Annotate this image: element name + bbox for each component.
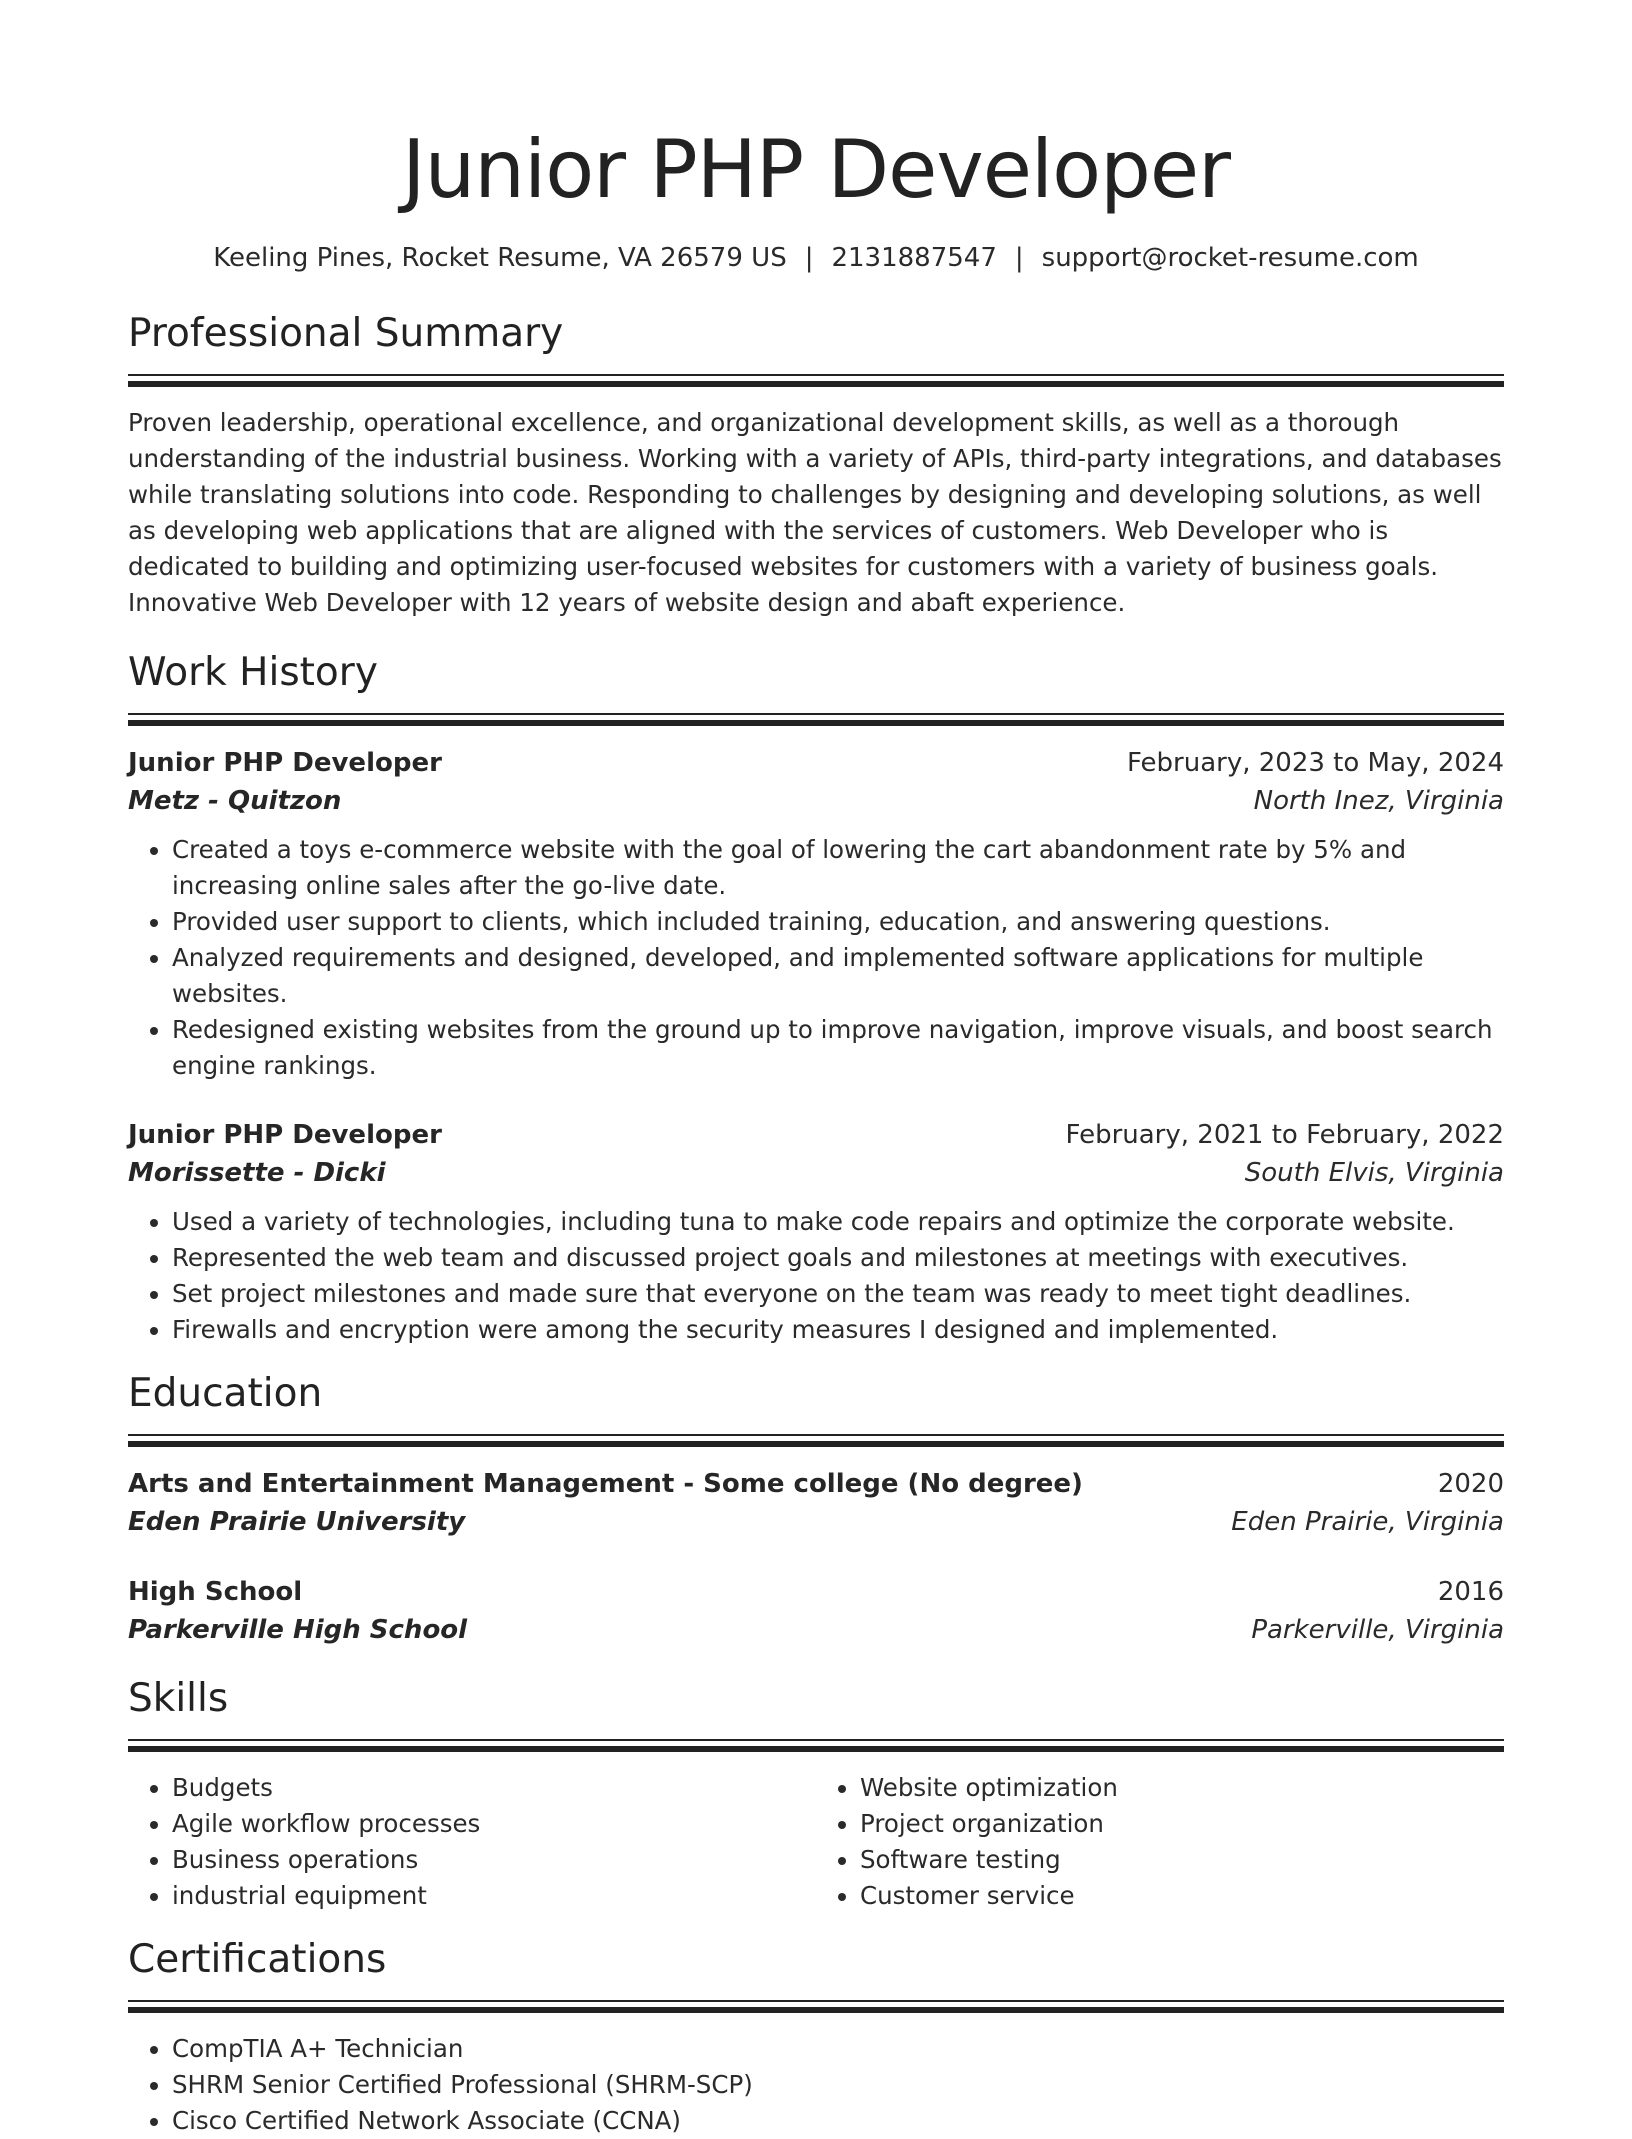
skill-item: • Agile workflow processes bbox=[172, 1806, 816, 1842]
list-item: • Used a variety of technologies, including tuna to make code repairs and optimize the corporate website. bbox=[172, 1204, 1504, 1240]
section-divider bbox=[128, 2000, 1504, 2013]
job-company: Metz - Quitzon bbox=[128, 786, 342, 816]
list-item: • Redesigned existing websites from the ground up to improve navigation, improve visuals, and boost search engine rankings. bbox=[172, 1012, 1504, 1084]
work-history-section bbox=[128, 647, 1504, 1348]
contact-phone: 2131887547 bbox=[831, 243, 997, 273]
section-divider bbox=[128, 1739, 1504, 1752]
section-heading-summary: Professional Summary bbox=[128, 311, 564, 356]
section-divider bbox=[128, 374, 1504, 387]
skills-section bbox=[128, 1673, 1504, 1914]
section-heading-skills: Skills bbox=[128, 1676, 229, 1721]
job-title: Junior PHP Developer bbox=[128, 1120, 442, 1150]
skills-grid bbox=[128, 1770, 1504, 1914]
job-location: North Inez, Virginia bbox=[1253, 786, 1504, 816]
job-bullets bbox=[128, 832, 1504, 1084]
education-school: Parkerville High School bbox=[128, 1615, 468, 1645]
contact-separator: | bbox=[1014, 243, 1024, 273]
certification-item: • Cisco Certified Network Associate (CCNA) bbox=[172, 2103, 1504, 2139]
certification-item: • SHRM Senior Certified Professional (SHRM-SCP) bbox=[172, 2067, 1504, 2103]
section-heading-work: Work History bbox=[128, 650, 378, 695]
skill-item: • industrial equipment bbox=[172, 1878, 816, 1914]
job-company: Morissette - Dicki bbox=[128, 1158, 386, 1188]
skill-item: • Project organization bbox=[860, 1806, 1504, 1842]
skill-item: • Software testing bbox=[860, 1842, 1504, 1878]
job-title: Junior PHP Developer bbox=[128, 748, 442, 778]
list-item: • Set project milestones and made sure that everyone on the team was ready to meet tight deadlines. bbox=[172, 1276, 1504, 1312]
list-item: • Analyzed requirements and designed, developed, and implemented software applications for multiple websites. bbox=[172, 940, 1504, 1012]
contact-address: Keeling Pines, Rocket Resume, VA 26579 US bbox=[213, 243, 787, 273]
skill-item: • Website optimization bbox=[860, 1770, 1504, 1806]
education-degree: High School bbox=[128, 1577, 303, 1607]
certification-item: • CompTIA A+ Technician bbox=[172, 2031, 1504, 2067]
job-entry bbox=[128, 744, 1504, 1084]
section-divider bbox=[128, 713, 1504, 726]
job-entry bbox=[128, 1116, 1504, 1348]
resume-page bbox=[128, 0, 1504, 2139]
education-location: Eden Prairie, Virginia bbox=[1231, 1507, 1504, 1537]
skills-list-left bbox=[128, 1770, 816, 1914]
education-entry bbox=[128, 1573, 1504, 1649]
education-location: Parkerville, Virginia bbox=[1251, 1615, 1504, 1645]
education-entry bbox=[128, 1465, 1504, 1541]
education-school: Eden Prairie University bbox=[128, 1507, 466, 1537]
section-heading-education: Education bbox=[128, 1371, 323, 1416]
job-dates: February, 2023 to May, 2024 bbox=[1127, 748, 1504, 778]
job-location: South Elvis, Virginia bbox=[1244, 1158, 1504, 1188]
certifications-section bbox=[128, 1934, 1504, 2139]
job-bullets bbox=[128, 1204, 1504, 1348]
skill-item: • Customer service bbox=[860, 1878, 1504, 1914]
summary-section bbox=[128, 308, 1504, 621]
resume-title: Junior PHP Developer bbox=[401, 123, 1230, 216]
certifications-list bbox=[128, 2031, 1504, 2139]
education-year: 2016 bbox=[1437, 1577, 1504, 1607]
contact-separator: | bbox=[804, 243, 814, 273]
skill-item: • Business operations bbox=[172, 1842, 816, 1878]
list-item: • Created a toys e-commerce website with the goal of lowering the cart abandonment rate by 5% and increasing online sales after the go-live date. bbox=[172, 832, 1504, 904]
education-degree: Arts and Entertainment Management - Some college (No degree) bbox=[128, 1469, 1083, 1499]
section-divider bbox=[128, 1434, 1504, 1447]
summary-paragraph: Proven leadership, operational excellence, and organizational development skills, as well as a thorough understanding of the industrial business. Working with a variety of APIs, third-party integrations, and databases while translating solutions into code. Responding to challenges by designing and developing solutions, as well as developing web applications that are aligned with the services of customers. Web Developer who is dedicated to building and optimizing user-focused websites for customers with a variety of business goals. Innovative Web Developer with 12 years of website design and abaft experience. bbox=[128, 408, 1502, 617]
skill-item: • Budgets bbox=[172, 1770, 816, 1806]
job-dates: February, 2021 to February, 2022 bbox=[1065, 1120, 1504, 1150]
contact-info bbox=[128, 240, 1504, 276]
education-section bbox=[128, 1368, 1504, 1649]
section-heading-certifications: Certifications bbox=[128, 1937, 387, 1982]
education-year: 2020 bbox=[1437, 1469, 1504, 1499]
list-item: • Firewalls and encryption were among the security measures I designed and implemented. bbox=[172, 1312, 1504, 1348]
list-item: • Provided user support to clients, which included training, education, and answering questions. bbox=[172, 904, 1504, 940]
list-item: • Represented the web team and discussed project goals and milestones at meetings with executives. bbox=[172, 1240, 1504, 1276]
contact-email[interactable]: support@rocket-resume.com bbox=[1041, 243, 1419, 273]
skills-list-right bbox=[816, 1770, 1504, 1914]
